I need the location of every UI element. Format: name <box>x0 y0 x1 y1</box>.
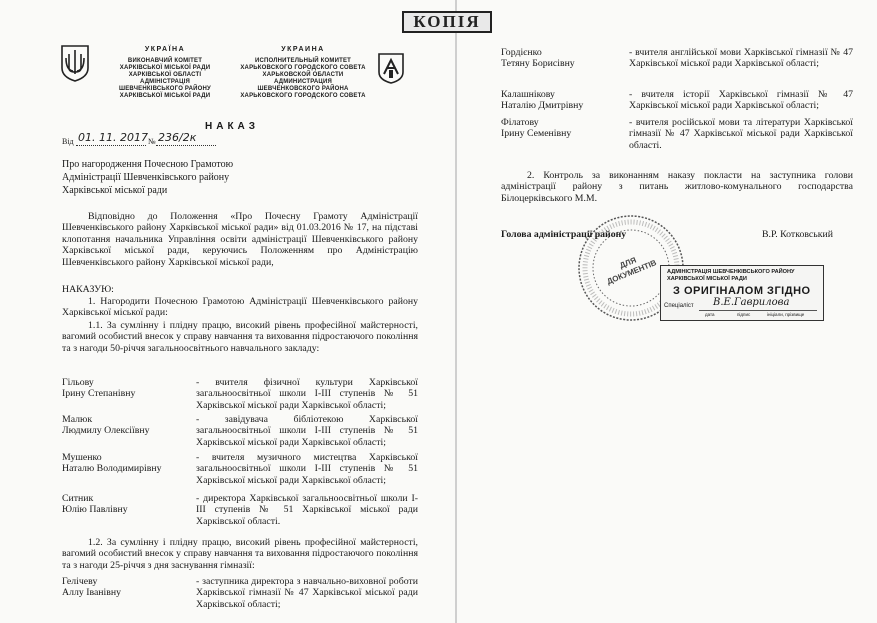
awardee-surname: Калашнікову <box>501 89 555 100</box>
header-right-line: ХАРЬКОВСКОГО ГОРОДСКОГО СОВЕТА <box>240 93 366 99</box>
awardee-position: - вчителя історії Харківської гімназії № 47 Харківської міської ради Харківської області; <box>629 89 853 112</box>
order-date-line <box>62 133 232 147</box>
copy-stamp-text: КОПІЯ <box>413 12 481 31</box>
awardee-position: - вчителя англійської мови Харківської гімназії № 47 Харківської міської ради Харківської області; <box>629 47 853 70</box>
header-left <box>95 46 235 100</box>
header-right <box>228 46 378 100</box>
awardee-name: Тетяну Борисівну <box>501 58 575 70</box>
order-no-prefix: № <box>148 137 156 146</box>
header-left-line: ХАРКІВСЬКОЇ МІСЬКОЇ РАДИ <box>119 93 211 99</box>
awardee-surname: Малюк <box>62 414 93 425</box>
subject-line: Адміністрації Шевченківського району <box>62 172 230 183</box>
signature-name: В.Р. Котковський <box>762 229 833 240</box>
header-right-line: ШЕВЧЕНКОВСКОГО РАЙОНА <box>257 86 349 92</box>
ukraine-coat-of-arms-icon <box>60 44 90 82</box>
conformity-title: З ОРИГІНАЛОМ ЗГІДНО <box>673 285 811 297</box>
awardee-position: - вчителя фізичної культури Харківської загальноосвітньої школи І-ІІІ ступенів № 51 Харківської міської ради Харківської області; <box>196 377 418 411</box>
header-right-line: ИСПОЛНИТЕЛЬНЫЙ КОМИТЕТ <box>254 58 352 64</box>
group2-row <box>501 117 853 157</box>
page-divider <box>455 0 457 623</box>
awardee-surname: Філатову <box>501 117 539 128</box>
order-date: 01. 11. 2017 <box>78 131 148 144</box>
conformity-org-1: АДМІНІСТРАЦІЯ ШЕВЧЕНКІВСЬКОГО РАЙОНУ <box>667 269 795 275</box>
order-subject <box>62 158 312 197</box>
group2-row <box>62 576 418 616</box>
paragraph-1-1: 1.1. За сумлінну і плідну працю, високий рівень професійної майстерності, вагомий особистий внесок у справу навчання та виховання підростаючого покоління та з нагоди 50-річчя загальноосвітнього навчального закладу: <box>62 320 418 354</box>
intro-paragraph: Відповідно до Положення «Про Почесну Грамоту Адміністрації Шевченківського району Харківської міської ради» від 01.03.2016 № 17, на підставі клопотання начальника Управління освіти адміністрації Шевченківського району Харківської міської ради, керуючись Положенням про Адміністрацію Шевченківського району Харківської міської ради, <box>62 211 418 268</box>
header-left-line: ХАРКІВСЬКОЇ ОБЛАСТІ <box>128 72 202 78</box>
awardee-surname: Гільову <box>62 377 94 388</box>
subject-line: Харківської міської ради <box>62 185 168 196</box>
awardee-name: Ірину Семенівну <box>501 128 572 140</box>
awardee-name: Юлію Павлівну <box>62 504 128 516</box>
group1-row <box>62 377 418 417</box>
awardee-position: - вчителя музичного мистецтва Харківської загальноосвітньої школи І-ІІІ ступенів № 51 Харківської міської ради Харківської області; <box>196 452 418 486</box>
order-no: 236/2к <box>158 131 197 144</box>
awardee-name: Аллу Іванівну <box>62 587 122 599</box>
awardee-position: - завідувача бібліотекою Харківської загальноосвітньої школи І-ІІІ ступенів № 51 Харківської міської ради Харківської області; <box>196 414 418 448</box>
conformity-caption-date: дата <box>705 312 715 317</box>
group1-row <box>62 452 418 492</box>
conformity-org-2: ХАРКІВСЬКОЇ МІСЬКОЇ РАДИ <box>667 276 747 282</box>
header-left-line: ВИКОНАВЧИЙ КОМІТЕТ <box>127 58 203 64</box>
header-right-line: ХАРЬКОВСКОГО ГОРОДСКОГО СОВЕТА <box>240 65 366 71</box>
header-left-line: ШЕВЧЕНКІВСЬКОГО РАЙОНУ <box>118 86 211 92</box>
awardee-position: - директора Харківської загальноосвітньої школи І-ІІІ ступенів № 51 Харківської міської ради Харківської області. <box>196 493 418 527</box>
awardee-surname: Мушенко <box>62 452 102 463</box>
order-word: НАКАЗУЮ: <box>62 284 114 295</box>
order-date-prefix: Від <box>62 137 74 146</box>
header-left-country: УКРАЇНА <box>144 46 186 53</box>
signature-role: Голова адміністрації району <box>501 229 627 240</box>
awardee-surname: Ситник <box>62 493 94 504</box>
header-left-line: АДМІНІСТРАЦІЯ <box>139 79 191 85</box>
subject-line: Про нагородження Почесною Грамотою <box>62 159 234 170</box>
awardee-surname: Гелічеву <box>62 576 98 587</box>
header-left-line: ХАРКІВСЬКОЇ МІСЬКОЇ РАДИ <box>119 65 211 71</box>
header-right-line: АДМИНИСТРАЦИЯ <box>273 79 333 85</box>
awardee-name: Наталю Володимирівну <box>62 463 162 475</box>
awardee-position: - вчителя російської мови та літератури Харківської гімназії № 47 Харківської міської ради Харківської області. <box>629 117 853 151</box>
awardee-name: Людмилу Олексіївну <box>62 425 150 437</box>
conformity-specialist: Спеціаліст <box>664 303 694 309</box>
group1-row <box>62 493 418 533</box>
group2-row <box>501 47 853 87</box>
conformity-signature: В.Е.Гаврилова <box>713 297 790 308</box>
paragraph-2: 2. Контроль за виконанням наказу покласти на заступника голови адміністрації району з питань житлово-комунального господарства Білоцерківського М.М. <box>501 170 853 204</box>
copy-stamp <box>402 11 492 33</box>
awardee-name: Наталію Дмитрівну <box>501 100 584 112</box>
group1-row <box>62 414 418 454</box>
conformity-stamp <box>660 265 824 321</box>
paragraph-1: 1. Нагородити Почесною Грамотою Адміністрації Шевченківського району Харківської міської ради: <box>62 296 418 319</box>
header-right-line: ХАРЬКОВСКОЙ ОБЛАСТИ <box>262 72 344 78</box>
awardee-position: - заступника директора з навчально-виховної роботи Харківської гімназії № 47 Харківської міської ради Харківської області; <box>196 576 418 610</box>
paragraph-1-2: 1.2. За сумлінну і плідну працю, високий рівень професійної майстерності, вагомий особистий внесок у справу навчання та виховання підростаючого покоління та з нагоди 25-річчя з дня заснування гімназії: <box>62 537 418 571</box>
group2-row <box>501 89 853 119</box>
conformity-caption-sign: підпис <box>737 312 751 317</box>
round-seal-text: ДЛЯ ДОКУМЕНТІВ <box>605 255 658 287</box>
conformity-caption-initials: ініціали, прізвище <box>767 312 805 317</box>
kharkiv-emblem-icon <box>377 52 405 84</box>
awardee-name: Ірину Степанівну <box>62 388 136 400</box>
awardee-surname: Гордієнко <box>501 47 542 58</box>
header-right-country: УКРАИНА <box>281 46 325 53</box>
order-title: НАКАЗ <box>205 121 260 132</box>
